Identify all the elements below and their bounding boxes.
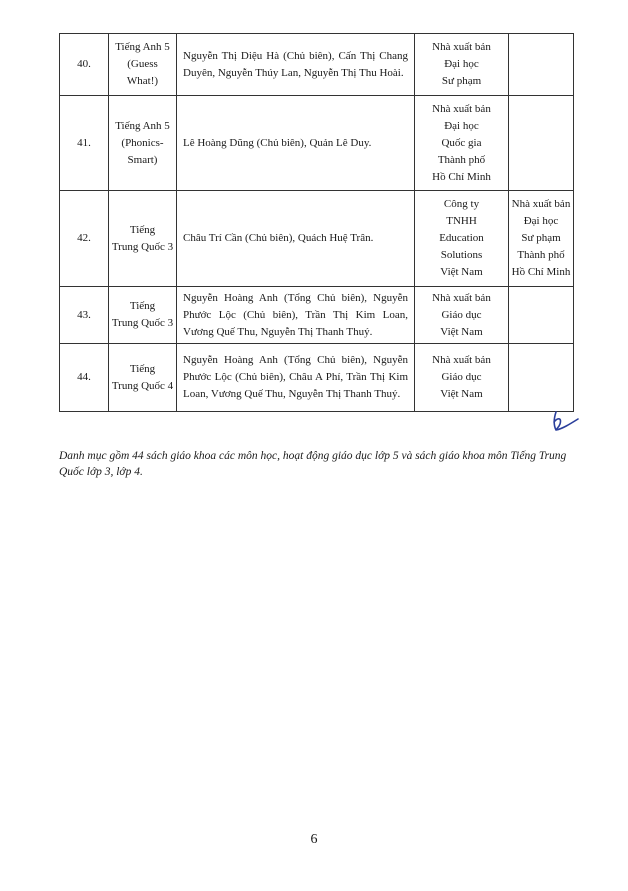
book-title-cell: Tiếng Anh 5 (Guess What!) bbox=[109, 34, 177, 96]
book-title-cell: Tiếng Trung Quốc 3 bbox=[109, 191, 177, 287]
row-number-cell: 43. bbox=[60, 287, 109, 344]
publisher-cell: Nhà xuất bản Đại học Sư phạm bbox=[415, 34, 509, 96]
page-number: 6 bbox=[310, 832, 318, 847]
co-publisher-cell bbox=[509, 96, 574, 191]
authors-cell: Nguyễn Hoàng Anh (Tổng Chủ biên), Nguyễn Phước Lộc (Chủ biên), Trần Thị Kim Loan, Vương Quế Thu, Nguyễn Thị Thanh Thuý. bbox=[177, 287, 415, 344]
table-row bbox=[60, 344, 574, 412]
textbook-table bbox=[59, 33, 574, 412]
co-publisher-cell bbox=[509, 287, 574, 344]
authors-cell: Lê Hoàng Dũng (Chủ biên), Quản Lê Duy. bbox=[177, 96, 415, 191]
authors-cell: Nguyễn Thị Diệu Hà (Chủ biên), Cấn Thị Chang Duyên, Nguyễn Thúy Lan, Nguyễn Thị Thu Hoài. bbox=[177, 34, 415, 96]
publisher-cell: Nhà xuất bản Giáo dục Việt Nam bbox=[415, 287, 509, 344]
table-row bbox=[60, 191, 574, 287]
book-title-cell: Tiếng Trung Quốc 3 bbox=[109, 287, 177, 344]
authors-cell: Châu Trí Cần (Chủ biên), Quách Huệ Trân. bbox=[177, 191, 415, 287]
document-caption: Danh mục gồm 44 sách giáo khoa các môn học, hoạt động giáo dục lớp 5 và sách giáo khoa môn Tiếng Trung Quốc lớp 3, lớp 4. bbox=[59, 449, 567, 478]
publisher-cell: Nhà xuất bản Giáo dục Việt Nam bbox=[415, 344, 509, 412]
co-publisher-cell bbox=[509, 34, 574, 96]
table-row bbox=[60, 96, 574, 191]
co-publisher-cell bbox=[509, 344, 574, 412]
table-row bbox=[60, 287, 574, 344]
row-number-cell: 42. bbox=[60, 191, 109, 287]
co-publisher-cell: Nhà xuất bản Đại học Sư phạm Thành phố Hồ Chí Minh bbox=[509, 191, 574, 287]
book-title-cell: Tiếng Anh 5 (Phonics- Smart) bbox=[109, 96, 177, 191]
publisher-cell: Công ty TNHH Education Solutions Việt Nam bbox=[415, 191, 509, 287]
row-number-cell: 41. bbox=[60, 96, 109, 191]
row-number-cell: 44. bbox=[60, 344, 109, 412]
row-number-cell: 40. bbox=[60, 34, 109, 96]
table-row bbox=[60, 34, 574, 96]
authors-cell: Nguyễn Hoàng Anh (Tổng Chủ biên), Nguyễn Phước Lộc (Chủ biên), Châu A Phí, Trần Thị Kim Loan, Vương Quế Thu, Nguyễn Thị Thanh Thuý. bbox=[177, 344, 415, 412]
book-title-cell: Tiếng Trung Quốc 4 bbox=[109, 344, 177, 412]
initials-signature-icon bbox=[548, 408, 580, 438]
publisher-cell: Nhà xuất bản Đại học Quốc gia Thành phố Hồ Chí Minh bbox=[415, 96, 509, 191]
